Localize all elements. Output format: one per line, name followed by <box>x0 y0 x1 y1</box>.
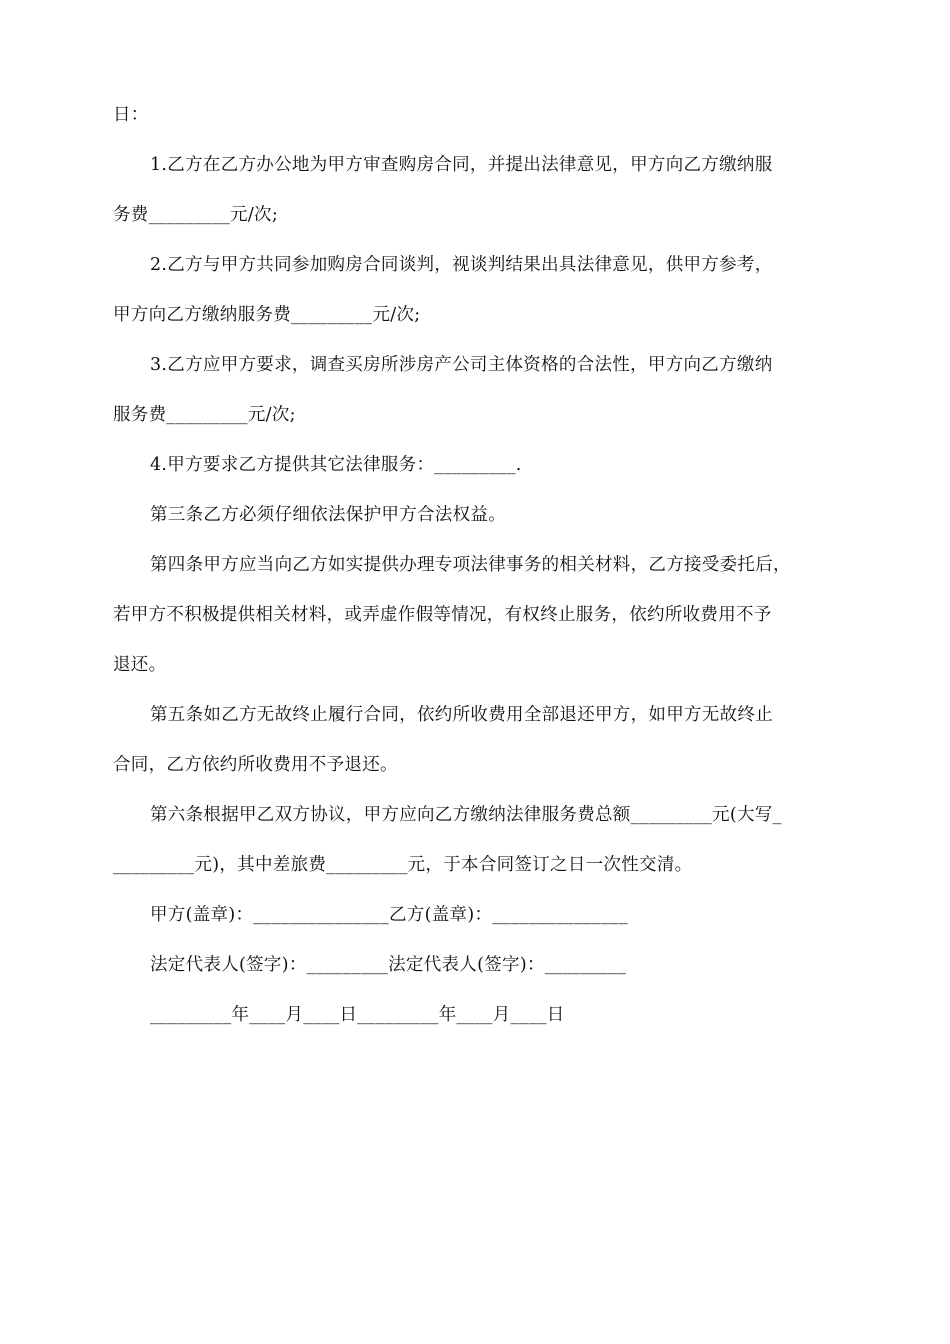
text-line: 甲方向乙方缴纳服务费_________元/次; <box>113 305 421 325</box>
text-line: 第五条如乙方无故终止履行合同，依约所收费用全部退还甲方，如甲方无故终止 <box>150 705 773 725</box>
text-line: 第六条根据甲乙双方协议，甲方应向乙方缴纳法律服务费总额_________元(大写_ <box>150 805 782 825</box>
text-line: 3.乙方应甲方要求，调查买房所涉房产公司主体资格的合法性，甲方向乙方缴纳 <box>150 355 773 375</box>
text-line: 退还。 <box>113 655 167 675</box>
text-line: 合同，乙方依约所收费用不予退还。 <box>113 755 398 775</box>
text-line: 服务费_________元/次; <box>113 405 296 425</box>
text-line: 1.乙方在乙方办公地为甲方审查购房合同，并提出法律意见，甲方向乙方缴纳服 <box>150 155 773 175</box>
text-line: 4.甲方要求乙方提供其它法律服务：_________. <box>150 455 522 475</box>
signature-line: 法定代表人(签字)：_________法定代表人(签字)：_________ <box>150 955 627 975</box>
text-line: 务费_________元/次; <box>113 205 279 225</box>
text-line: _________元)，其中差旅费_________元，于本合同签订之日一次性交清。 <box>113 855 693 875</box>
date-line: _________年____月____日_________年____月____日 <box>150 1005 565 1025</box>
text-line: 第四条甲方应当向乙方如实提供办理专项法律事务的相关材料，乙方接受委托后， <box>150 555 791 575</box>
text-line: 2.乙方与甲方共同参加购房合同谈判，视谈判结果出具法律意见，供甲方参考， <box>150 255 773 275</box>
text-line: 日： <box>113 105 149 125</box>
text-line: 若甲方不积极提供相关材料，或弄虚作假等情况，有权终止服务，依约所收费用不予 <box>113 605 772 625</box>
text-line: 第三条乙方必须仔细依法保护甲方合法权益。 <box>150 505 506 525</box>
signature-line: 甲方(盖章)：_______________乙方(盖章)：_______________ <box>150 905 629 925</box>
